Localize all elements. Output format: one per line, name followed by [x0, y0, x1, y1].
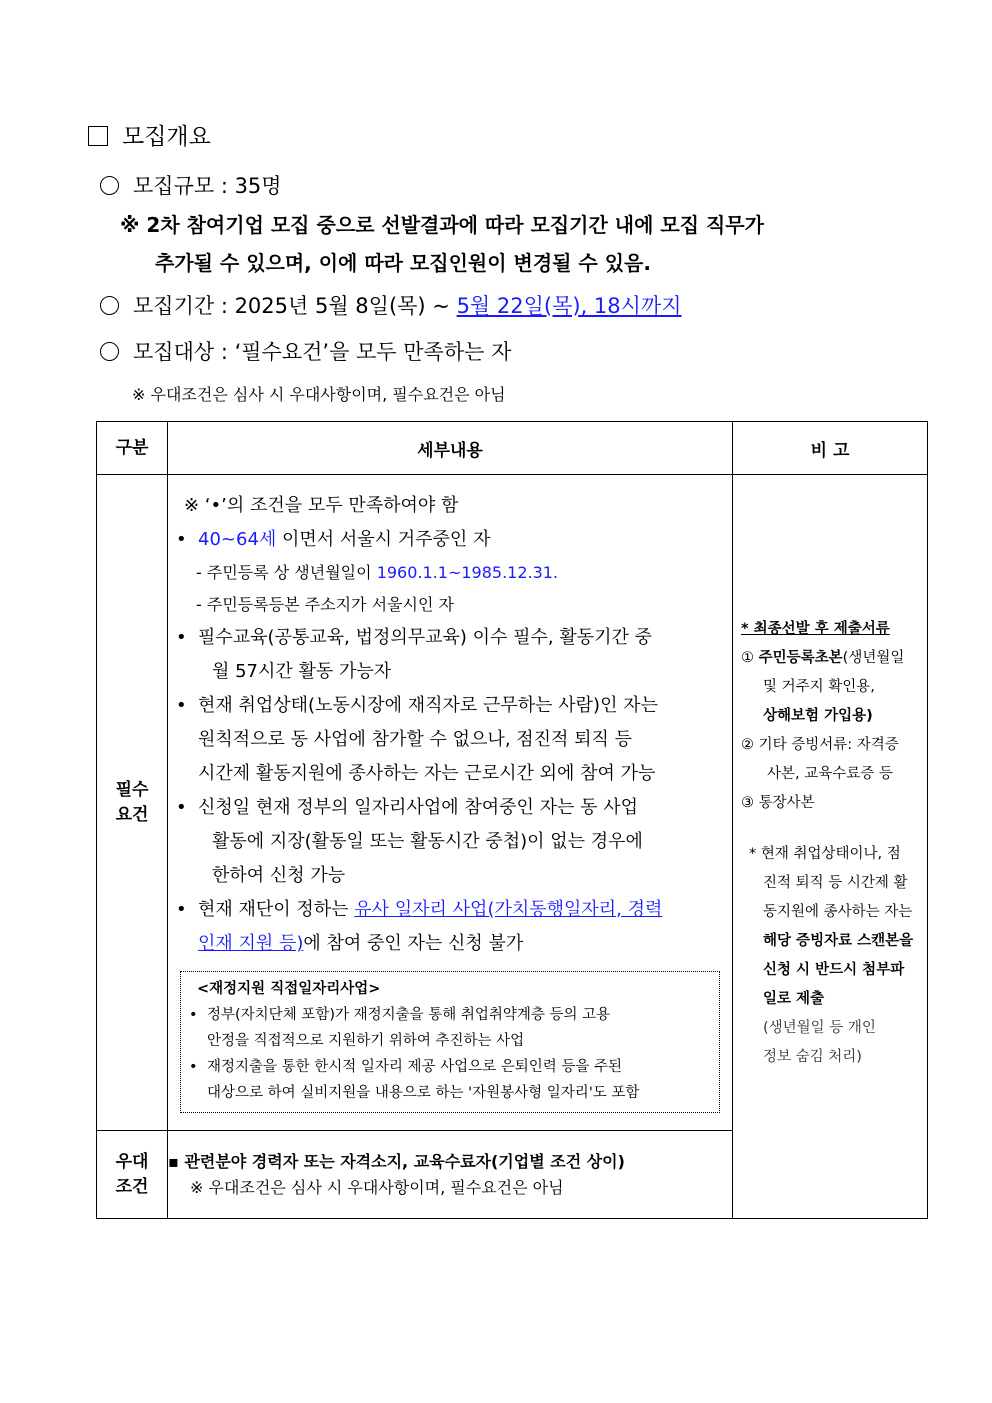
similar-programs-1: 유사 일자리 사업(가치동행일자리, 경력: [354, 899, 663, 920]
bullet-dot-icon: •: [189, 1007, 198, 1023]
preferred-line2: ※ 우대조건은 심사 시 우대사항이며, 필수요건은 아님: [190, 1177, 564, 1197]
similar-programs-2: 인재 지원 등): [198, 933, 304, 954]
remark-2-text: 기타 증빙서류: 자격증: [758, 737, 899, 753]
remark-3-num: ③: [741, 795, 754, 811]
edu-text-1: 필수교육(공통교육, 법정의무교육) 이수 필수, 활동기간 중: [198, 627, 653, 648]
preferred-label-2: 조건: [115, 1176, 149, 1197]
recruit-period-text: 모집기간 : 2025년 5월 8일(목) ~: [133, 294, 457, 318]
remark-2: [741, 731, 919, 760]
remark-2-line2: 사본, 교육수료증 등: [767, 766, 893, 782]
target-note: ※ 우대조건은 심사 시 우대사항이며, 필수요건은 아님: [132, 385, 506, 404]
remark-1-line3: 상해보험 가입용): [763, 708, 873, 724]
gov-item-1: [176, 791, 724, 825]
bullet-dot-icon: •: [176, 627, 187, 648]
emp-item-1: [176, 689, 724, 723]
section-heading: [88, 118, 211, 151]
scale-note-line1: ※ 2차 참여기업 모집 중으로 선발결과에 따라 모집기간 내에 모집 직무가: [120, 213, 764, 237]
preferred-label: [97, 1131, 168, 1219]
age-sub2: - 주민등록등본 주소지가 서울시인 자: [196, 595, 454, 614]
box-title: <재정지원 직접일자리사업>: [197, 981, 381, 997]
box-text-2a: 재정지출을 통한 한시적 일자리 제공 사업으로 은퇴인력 등을 주된: [207, 1059, 623, 1075]
remark-1-num: ①: [741, 650, 754, 666]
age-rest: 이면서 서울시 거주중인 자: [276, 529, 491, 550]
scale-note-line2: 추가될 수 있으며, 이에 따라 모집인원이 변경될 수 있음.: [155, 251, 651, 275]
gov-item-2: 활동에 지장(활동일 또는 활동시간 중첩)이 없는 경우에: [212, 831, 643, 852]
emp-text-1: 현재 취업상태(노동시장에 재직자로 근무하는 사람)인 자는: [198, 695, 658, 716]
checkbox-square-icon: [88, 126, 108, 146]
age-sub1-text: - 주민등록 상 생년월일이: [196, 563, 377, 582]
remark-note-7: (생년월일 등 개인: [763, 1020, 876, 1036]
gov-item-3: 한하여 신청 가능: [212, 865, 346, 886]
required-label-2: 요건: [115, 804, 149, 825]
circle-bullet-icon: [100, 296, 119, 315]
remark-2-num: ②: [741, 737, 754, 753]
recruit-target: [100, 336, 511, 366]
bullet-dot-icon: •: [176, 529, 187, 550]
required-intro: ※ ‘•’의 조건을 모두 만족하여야 함: [184, 495, 459, 516]
bullet-dot-icon: •: [189, 1059, 198, 1075]
remark-note-2: 진적 퇴직 등 시간제 활: [763, 875, 908, 891]
recruit-period: [100, 290, 682, 320]
remark-1-line2: 및 거주지 확인용,: [763, 679, 875, 695]
header-remarks: 비 고: [733, 422, 928, 475]
remark-1: [741, 644, 919, 673]
remarks-title: * 최종선발 후 제출서류: [741, 621, 890, 637]
remark-note-8: 정보 숨김 처리): [763, 1049, 862, 1065]
bullet-dot-icon: •: [176, 899, 187, 920]
emp-item-2: 원칙적으로 동 사업에 참가할 수 없으나, 점진적 퇴직 등: [198, 729, 633, 750]
recruit-target-text: 모집대상 : ‘필수요건’을 모두 만족하는 자: [133, 340, 512, 364]
bullet-dot-icon: •: [176, 797, 187, 818]
recruit-scale: [100, 170, 282, 200]
header-details: 세부내용: [168, 422, 733, 475]
box-text-1a: 정부(자치단체 포함)가 재정지출을 통해 취업취약계층 등의 고용: [207, 1007, 611, 1023]
required-label: [97, 475, 168, 1131]
similar-item-2: [176, 927, 724, 961]
remarks-cell: [733, 475, 928, 1219]
required-label-1: 필수: [115, 779, 149, 800]
remark-3-text: 통장사본: [758, 795, 815, 811]
remark-note-5: 신청 시 반드시 첨부파: [763, 962, 905, 978]
preferred-line1: ▪ 관련분야 경력자 또는 자격소지, 교육수료자(기업별 조건 상이): [168, 1151, 625, 1171]
circle-bullet-icon: [100, 342, 119, 361]
similar-item-1: [176, 893, 724, 927]
box-item-1b: 안정을 직접적으로 지원하기 위하여 추진하는 사업: [207, 1033, 525, 1049]
similar-pre: 현재 재단이 정하는: [198, 899, 355, 920]
remark-note-3: 동지원에 종사하는 자는: [763, 904, 913, 920]
remark-1-rest: (생년월일: [842, 650, 905, 666]
remark-3: [741, 789, 919, 818]
age-sub1: [176, 557, 724, 589]
edu-item-1: [176, 621, 724, 655]
box-item-2a: [189, 1054, 711, 1080]
similar-rest: 에 참여 중인 자는 신청 불가: [303, 933, 524, 954]
remark-note-4: 해당 증빙자료 스캔본을: [763, 933, 914, 949]
requirements-table: [96, 421, 928, 1219]
remark-note-1: * 현재 취업상태이나, 점: [749, 846, 901, 862]
circle-bullet-icon: [100, 176, 119, 195]
preferred-label-1: 우대: [115, 1151, 149, 1172]
recruit-scale-text: 모집규모 : 35명: [133, 174, 282, 198]
header-category: 구분: [97, 422, 168, 475]
remark-1-bold: 주민등록초본: [758, 650, 843, 666]
bullet-dot-icon: •: [176, 695, 187, 716]
direct-job-box: [180, 971, 720, 1113]
gov-text-1: 신청일 현재 정부의 일자리사업에 참여중인 자는 동 사업: [198, 797, 638, 818]
age-item: [176, 523, 724, 557]
birth-range: 1960.1.1~1985.12.31.: [376, 563, 559, 582]
box-item-2b: 대상으로 하여 실비지원을 내용으로 하는 '자원봉사형 일자리'도 포함: [207, 1085, 640, 1101]
box-item-1a: [189, 1002, 711, 1028]
age-range: 40~64세: [198, 529, 277, 550]
remark-note-6: 일로 제출: [763, 991, 825, 1007]
emp-item-3: 시간제 활동지원에 종사하는 자는 근로시간 외에 참여 가능: [198, 763, 656, 784]
section-title: 모집개요: [122, 124, 211, 150]
edu-item-2: 월 57시간 활동 가능자: [212, 661, 392, 682]
recruit-deadline: 5월 22일(목), 18시까지: [456, 294, 682, 318]
required-details: [168, 475, 733, 1131]
preferred-details: [168, 1131, 733, 1219]
